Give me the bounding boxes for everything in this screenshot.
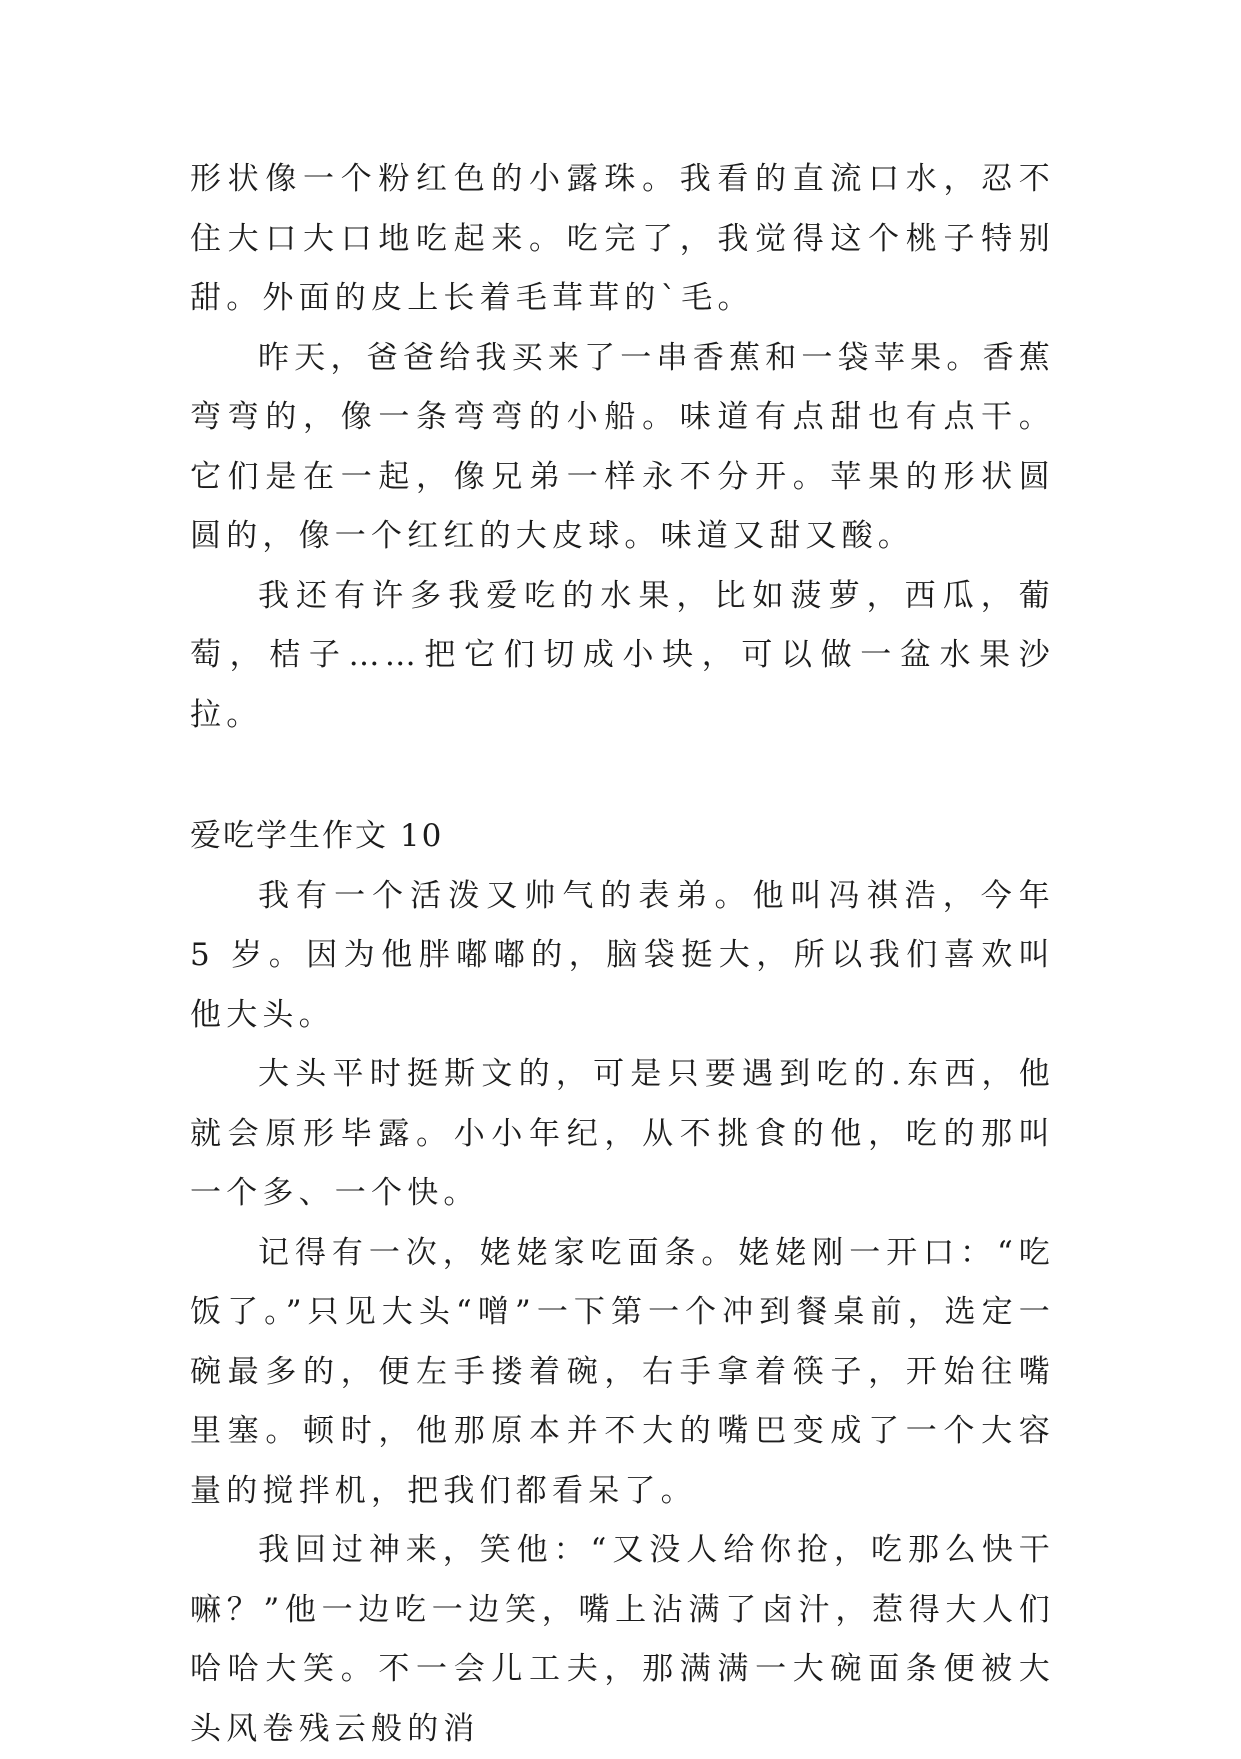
document-page (190, 150, 1055, 1759)
paragraph: 昨天，爸爸给我买来了一串香蕉和一袋苹果。香蕉弯弯的，像一条弯弯的小船。味道有点甜也有点干。它们是在一起，像兄弟一样永不分开。苹果的形状圆圆的，像一个红红的大皮球。味道又甜又酸。 (190, 339, 1055, 554)
paragraph: 大头平时挺斯文的，可是只要遇到吃的.东西，他就会原形毕露。小小年纪，从不挑食的他，吃的那叫一个多、一个快。 (190, 1056, 1055, 1211)
paragraph: 形状像一个粉红色的小露珠。我看的直流口水，忍不住大口大口地吃起来。吃完了，我觉得这个桃子特别甜。外面的皮上长着毛茸茸的`毛。 (190, 161, 1055, 316)
section-heading: 爱吃学生作文 10 (190, 818, 444, 854)
paragraph: 记得有一次，姥姥家吃面条。姥姥刚一开口：“吃饭了。”只见大头“噌”一下第一个冲到餐桌前，选定一碗最多的，便左手搂着碗，右手拿着筷子，开始往嘴里塞。顿时，他那原本并不大的嘴巴变成了一个大容量的搅拌机，把我们都看呆了。 (190, 1234, 1055, 1509)
section-gap (190, 745, 1055, 807)
paragraph: 我还有许多我爱吃的水果，比如菠萝，西瓜，葡萄，桔子……把它们切成小块，可以做一盆水果沙拉。 (190, 577, 1055, 733)
paragraph: 我回过神来，笑他：“又没人给你抢，吃那么快干嘛？”他一边吃一边笑，嘴上沾满了卤汁，惹得大人们哈哈大笑。不一会儿工夫，那满满一大碗面条便被大头风卷残云般的消 (190, 1532, 1055, 1747)
paragraph: 我有一个活泼又帅气的表弟。他叫冯祺浩，今年 5 岁。因为他胖嘟嘟的，脑袋挺大，所以我们喜欢叫他大头。 (190, 877, 1055, 1033)
